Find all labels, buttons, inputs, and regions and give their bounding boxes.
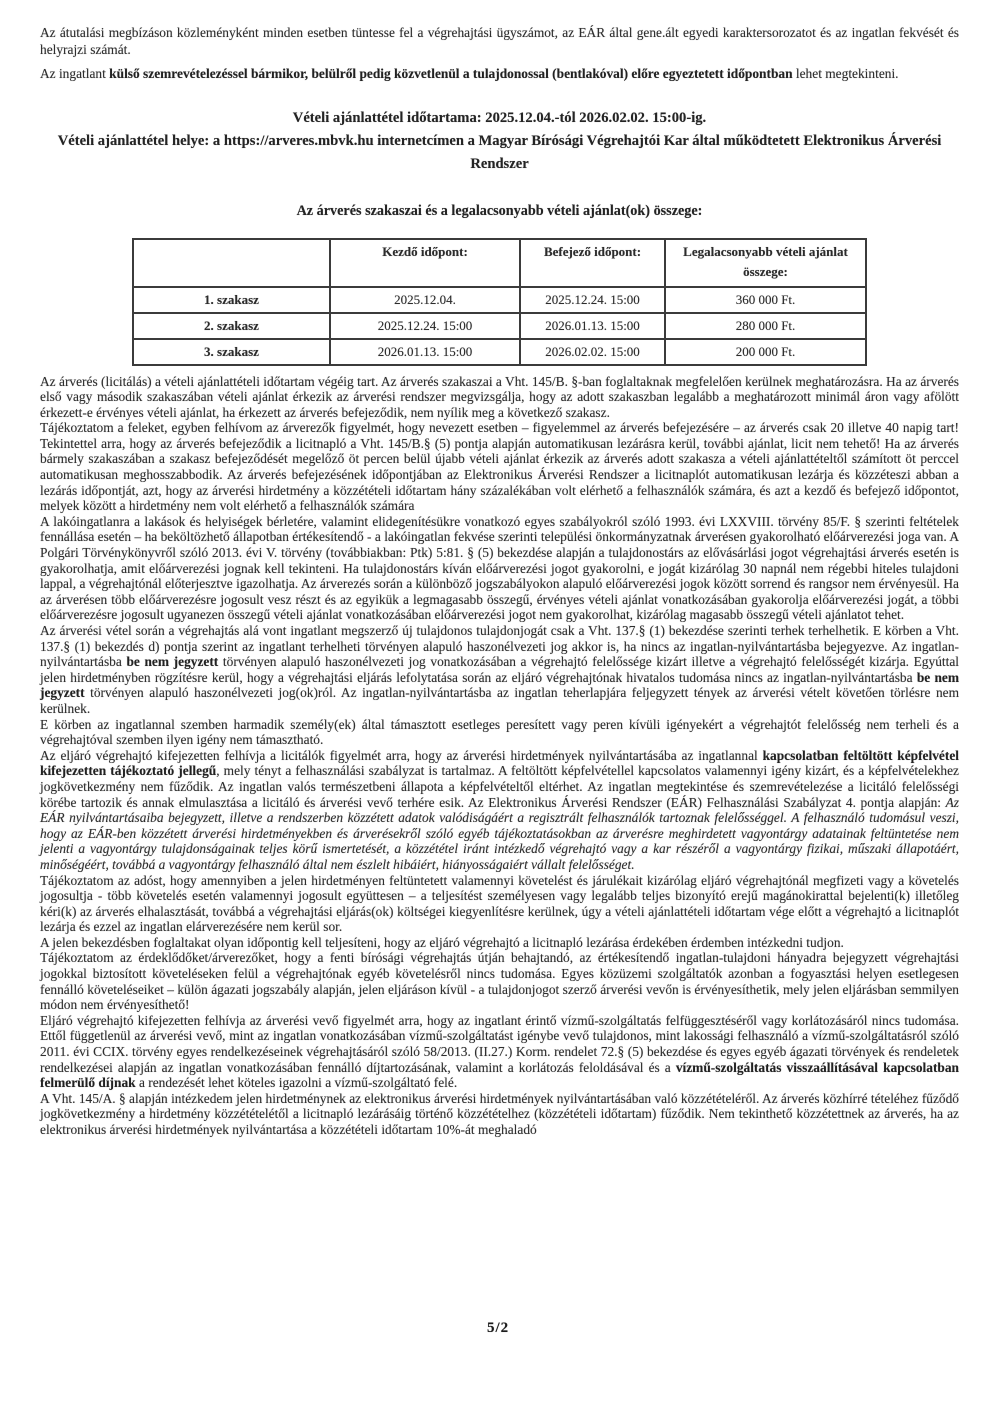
stages-table-title: Az árverés szakaszai és a legalacsonyabb vételi ajánlat(ok) összege:	[296, 202, 703, 219]
intro-paragraph: Az átutalási megbízáson közleményként minden esetben tüntesse fel a végrehajtási ügyszámot, az EÁR által gene.ált egyedi karaktersorozatot és az ingatlan fekvését és helyrajzi számát.	[40, 25, 959, 57]
table-cell-stage: 1. szakasz	[133, 287, 330, 313]
paragraph: Az eljáró végrehajtó kifejezetten felhívja a licitálók figyelmét arra, hogy az árverési hirdetmények nyilvántartásába az ingatlannal kapcsolatban feltöltött képfelvétel kifejezetten tájékoztató jellegű, mely tényt a felhasználási szabályzat is tartalmaz. A feltöltött képfelvétellel kapcsolatos valamennyi igény kizárt, és a képfelvételekhez jogkövetkezmény nem fűződik. Az ingatlan valós természetbeni állapota a képfelvételtől eltérhet. Az ingatlan megtekintése és szemrevételezése a licitáló felelősségi körébe tartozik és annak elmulasztása a licitáló és árverési vevő terhére esik. Az Elektronikus Árverési Rendszer (EÁR) Felhasználási Szabályzat 4. pontja alapján: Az EÁR nyilvántartásaiba bejegyzett, illetve a rendszerben közzétett adatok valódiságáért a regisztrált felhasználók tartoznak felelősséggel. A felhasználó tudomásul veszi, hogy az EÁR-ben közzétett árverési hirdetményekben és árverésekről szóló egyéb tájékoztatásokban az árverésre meghirdetett vagyontárgy adatainak feltüntetése nem jelenti a vagyontárgy tulajdonságainak teljes körű ismertetését, a közzététel iránt intézkedő végrehajtó vagy a kar részéről a vagyontárgy fizikai, műszaki állapotáért, minőségéért, továbbá a vagyontárgy felhasználó által nem észlelt hibáiért, hiányosságaiért vállalt felelősséget.	[40, 747, 960, 872]
paragraph: Az árverés (licitálás) a vételi ajánlattételi időtartam végéig tart. Az árverés szakaszai a Vht. 145/B. §-ban foglaltaknak megfelelően kerülnek meghatározásra. Ha az árverés első vagy második szakaszában vételi ajánlat érkezik az árverési rendszer megvizsgálja, hogy az adott szakaszban legalább a meghatározott minimál áron vagy afölött érkezett-e érvényes vételi ajánlat, ha érkezett az árverés befejeződik, nem nyílik meg a következő szakasz.	[40, 373, 959, 420]
table-cell-end: 2025.12.24. 15:00	[520, 287, 665, 313]
table-header-cell-end: Befejező időpont:	[520, 239, 665, 287]
table-row	[133, 313, 866, 339]
table-cell-stage: 2. szakasz	[133, 313, 330, 339]
table-header-row	[133, 239, 866, 287]
paragraph: Tájékoztatom az érdeklődőket/árverezőket, hogy a fenti bírósági végrehajtás útján behajtandó, az értékesítendő ingatlan-tulajdoni hányadra bejegyzett végrehajtási jogokkal biztosított követeléseken felül a végrehajtónak egyéb követelésről nincs tudomása. Egyes közüzemi szolgáltatók azonban a fogyasztási helyen esetlegesen fennálló követeléseiket – külön ágazati jogszabály alapján, jelen eljáráson kívül - a tulajdonjogot szerző árverési vevőn is érvényesíthetik, mely jelen eljárásban semmilyen módon nem érvényesíthető!	[40, 950, 959, 1013]
table-row	[133, 287, 866, 313]
paragraph: A jelen bekezdésben foglaltakat olyan időpontig kell teljesíteni, hogy az eljáró végrehajtó a licitnapló lezárása érdekében érdemben intézkedni tudjon.	[40, 934, 844, 950]
paragraph: Az árverési vétel során a végrehajtás alá vont ingatlant megszerző új tulajdonos tulajdonjogát csak a Vht. 137.§ (1) bekezdése szerinti terhek terhelhetik. E körben a Vht. 137.§ (1) bekezdés d) pontja szerint az ingatlant terhelheti törvényen alapuló haszonélvezeti jog akkor is, ha nincs az ingatlan-nyilvántartásba bejegyezve. Az ingatlan-nyilvántartásba be nem jegyzett törvényen alapuló haszonélvezeti jog vonatkozásában a végrehajtó felelőssége kizárt illetve a végrehajtó felelősségét kizárja. Egyúttal jelen hirdetményben rögzítésre kerül, hogy a végrehajtási eljárás lefolytatása során az eljáró végrehajtónak hivatalos tudomása nincs az ingatlan-nyilvántartásba be nem jegyzett törvényen alapuló haszonélvezeti jog(ok)ról. Az ingatlan-nyilvántartásba az ingatlan teherlapjára feljegyzett tények az árverési vételt követően törlésre nem kerülnek.	[40, 623, 959, 716]
auction-headings	[40, 107, 959, 176]
table-cell-start: 2025.12.04.	[330, 287, 520, 313]
offer-place-heading: Vételi ajánlattétel helye: a https://arveres.mbvk.hu internetcímen a Magyar Bírósági Végrehajtói Kar által működtetett Elektronikus Árverési Rendszer	[57, 132, 942, 172]
paragraph: E körben az ingatlannal szemben harmadik személy(ek) által támasztott esetleges peresített vagy peren kívüli igényekért a végrehajtót felelősség nem terheli és a végrehajtóval szemben ilyen igény nem támasztható.	[40, 716, 959, 748]
paragraph: A lakóingatlanra a lakások és helyiségek bérletére, valamint elidegenítésükre vonatkozó egyes szabályokról szóló 1993. évi LXXVIII. törvény 85/F. § szerinti feltételek fennállása esetén – ha beköltözhető állapotban értékesítendő - a lakóingatlan fekvése szerinti települési önkormányzatnak árverésen gyakorolható előárverezési joga van. A Polgári Törvénykönyvről szóló 2013. évi V. törvény (továbbiakban: Ptk) 5:81. § (5) bekezdése alapján a tulajdonostárs az elővásárlási jogot végrehajtási árverés esetén is gyakorolhatja, amit előárverezési jognak kell tekinteni. Ha tulajdonostárs kíván előárverezési jogot gyakorolni, e jogát kizárólag 30 napnál nem régebbi hiteles tulajdoni lappal, a végrehajtónál előterjesztve igazolhatja. Az árverezés során a különböző jogszabályokon alapuló előárverezési jogok között sorrend és rangsor nem érvényesül. Ha az árverésen több előárverezésre jogosult vesz részt és az egyikük a legmagasabb összegű, érvényes vételi ajánlat vonatkozásában gyakorolja előárverezési jogát, a többi előárverezésre jogosult ugyanezen összegű vételi ajánlat vonatkozásában előárverezési jogot nem gyakorolhat, kizárólag magasabb összegű vételi ajánlatot tehet.	[40, 513, 959, 623]
paragraph: Tájékoztatom a feleket, egyben felhívom az árverezők figyelmét, hogy nevezett esetben – figyelemmel az árverés befejezésére – az árverés csak 20 illetve 40 napig tart! Tekintettel arra, hogy az árverés befejeződik a licitnapló a Vht. 145/B.§ (5) pontja alapján automatikusan lezárásra kerül, további ajánlat, licit nem tehető! Ha az árverés bármely szakaszában a szakasz befejeződését megelőző öt percen belül újabb vételi ajánlat érkezik az árverés adott szakasza a vételi ajánlattételtől számított öt perccel automatikusan meghosszabbodik. Az árverés befejezésének időpontjában az Elektronikus Árverési Rendszer a licitnaplót automatikusan lezárja és közzéteszi abban a lezárás időpontját, azt, hogy az árverési hirdetmény a közzétételi időtartam hány százalékában volt elérhető a felhasználók számára, és azt a kezdő és befejező időpontot, melyek között a hirdetmény nem volt elérhető a felhasználók számára	[40, 420, 959, 514]
page-number-stamp: 5/2	[487, 1320, 510, 1336]
table-cell-minbid: 360 000 Ft.	[665, 287, 866, 313]
stages-table	[132, 238, 867, 366]
table-header-cell-start: Kezdő időpont:	[330, 239, 520, 287]
intro-section	[40, 25, 959, 83]
table-cell-end: 2026.01.13. 15:00	[520, 313, 665, 339]
offer-period-heading: Vételi ajánlattétel időtartama: 2025.12.04.-tól 2026.02.02. 15:00-ig.	[292, 109, 707, 126]
table-header-cell-minbid: Legalacsonyabb vételi ajánlat összege:	[665, 239, 866, 287]
table-cell-stage: 3. szakasz	[133, 339, 330, 365]
table-cell-minbid: 200 000 Ft.	[665, 339, 866, 365]
table-cell-minbid: 280 000 Ft.	[665, 313, 866, 339]
table-header-cell-empty	[133, 239, 330, 287]
table-row	[133, 339, 866, 365]
body-text	[40, 374, 959, 1138]
table-cell-start: 2026.01.13. 15:00	[330, 339, 520, 365]
paragraph: A Vht. 145/A. § alapján intézkedem jelen hirdetménynek az elektronikus árverési hirdetmények nyilvántartásában való közzétételéről. Az árverés közhírré tételéhez fűződő jogkövetkezmény a hirdetmény közzétételétől a licitnapló lezárásáig történő közzétételhez (közzétételi időtartam) fűződik. Nem tekinthető közzétettnek az árverés, ha az elektronikus árverési hirdetmények nyilvántartása a közzétételi időtartam 10%-át meghaladó	[40, 1090, 959, 1137]
table-cell-start: 2025.12.24. 15:00	[330, 313, 520, 339]
table-cell-end: 2026.02.02. 15:00	[520, 339, 665, 365]
intro-paragraph: Az ingatlant külső szemrevételezéssel bármikor, belülről pedig közvetlenül a tulajdonossal (bentlakóval) előre egyeztetett időpontban lehet megtekinteni.	[40, 66, 899, 81]
paragraph: Tájékoztatom az adóst, hogy amennyiben a jelen hirdetményen feltüntetett valamennyi követelést és járulékait kizárólag eljáró végrehajtónál megfizeti vagy a követelés jogosultja - több követelés esetén valamennyi jogosult együttesen – a teljesítést személyesen vagy legalább teljes bizonyító erejű magánokirattal bejelenti(k) illetőleg kéri(k) az árverés elhalasztását, továbbá a végrehajtási eljárás(ok) költségei kiegyenlítésre kerülnek, úgy a vételi ajánlattételi időtartam vége előtt a végrehajtó a licitnaplót lezárja és ezzel az ingatlan elárverezésére nem kerül sor.	[40, 872, 959, 935]
paragraph: Eljáró végrehajtó kifejezetten felhívja az árverési vevő figyelmét arra, hogy az ingatlant érintő vízmű-szolgáltatás felfüggesztéséről vagy korlátozásáról nincs tudomása. Ettől függetlenül az árverési vevő, mint az ingatlan vonatkozásában vízmű-szolgáltatást igénybe vevő tulajdonos, mint lakossági felhasználó a vízmű-szolgáltatásról szóló 2011. évi CCIX. törvény egyes rendelkezéseinek végrehajtásáról szóló 58/2013. (II.27.) Korm. rendelet 72.§ (5) bekezdése és egyes egyéb ágazati törvények és rendeletek rendelkezései alapján az ingatlan vonatkozásában fennálló díjtartozásának, valamint a korlátozás feloldásával és a vízmű-szolgáltatás visszaállításával kapcsolatban felmerülő díjnak a rendezését lehet köteles igazolni a vízmű-szolgáltató felé.	[40, 1012, 959, 1091]
